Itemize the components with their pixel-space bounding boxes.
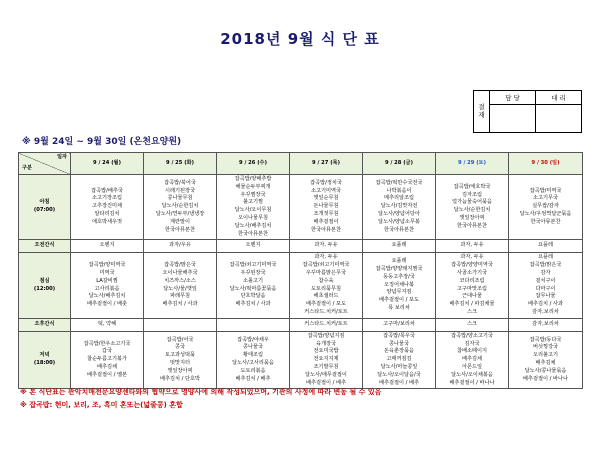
dinner-mon: 잡곡밥/한우소고기국 갑국 찰순두름고기볶가 배추김채 배추겉절이 / 멜본: [71, 331, 144, 389]
breakfast-fri: 잡곡밥/떡만수국전국 나박볶음이 메추리알조림 달노사/김맛자전 달노사/양념어당아 달노사/양념소무볶 한국아뮤본찬: [363, 175, 436, 240]
corner-date-label: 일자: [56, 154, 67, 160]
morning-snack-wed: 오렌지: [217, 240, 290, 253]
afternoon-snack-sat: 스크: [436, 318, 509, 331]
approval-column-header-2: 대 리: [536, 91, 582, 105]
approval-value-2[interactable]: [536, 105, 582, 133]
afternoon-snack-fri: 고구마/보리차: [363, 318, 436, 331]
period-range-label: ※ 9월 24일 ~ 9월 30일 (온천요양원): [22, 137, 182, 147]
afternoon-snack-thu: 커스타드.치커/토트: [290, 318, 363, 331]
row-label-lunch: 점심 (12:00): [19, 253, 71, 318]
afternoon-snack-tue: [144, 318, 217, 331]
dinner-wed: 잡곡밥/야채우 콩나물국 황태조림 달노사/고사리묶음 도토리볶음 배추김치 / 배추: [217, 331, 290, 389]
row-label-morning-snack: 오전간식: [19, 240, 71, 253]
approval-value-1[interactable]: [490, 105, 536, 133]
lunch-fri: 요플레 잡곡밥/양양돼지찜국 동동고추장/국 오징어채나볶 양념무지짐 배추겉절이 / 포도 목 보리차: [363, 253, 436, 318]
breakfast-tue: 잡곡밥/북어국 시래기된장국 콩나물무침 달노사/순한김치 달노사/연두부/냉냉장 계란말이 한국아뮤본찬: [144, 175, 217, 240]
day-header-sun: 9 / 30 (일): [509, 153, 583, 175]
dinner-sun: 잡곡밥/동다국 버섯찡강국 오리불고기 배추김채 달노사/콩나물묶음 배추겉절이 / 바나나: [509, 331, 583, 389]
approval-label: 결 재: [474, 91, 490, 133]
footnote-1: ※ 본 식단표는 관악치매전문요양센타와의 협약으로 영양사에 의해 작성되었으며, 기관의 사정에 따라 변동 될 수 있음: [20, 388, 382, 396]
page-title: 2018년 9월 식 단 표: [220, 30, 380, 48]
breakfast-sun: 잡곡밥/미역국 소고기무국 실무쌈/감자 달노사/우엉짝달군묶음 한국아뮤본찬: [509, 175, 583, 240]
morning-snack-sat: 과자, 두유: [436, 240, 509, 253]
day-header-thu: 9 / 27 (목): [290, 153, 363, 175]
footnotes: [20, 386, 381, 413]
row-label-dinner: 저녁 (18:00): [19, 331, 71, 389]
afternoon-snack-wed: [217, 318, 290, 331]
breakfast-row: [19, 175, 583, 240]
morning-snack-tue: 과자/우유: [144, 240, 217, 253]
morning-snack-fri: 요플레: [363, 240, 436, 253]
breakfast-thu: 잡곡밥/정치국 소고기미역국 깻잎순무침 돈나물무침 조개젓무침 배추겉절이 한국아뮤본찬: [290, 175, 363, 240]
dinner-row: [19, 331, 583, 389]
morning-snack-row: [19, 240, 583, 253]
menu-document-page: [0, 28, 600, 452]
lunch-row: [19, 253, 583, 318]
dinner-tue: 잡곡밥/어국 콩국 토고과성떡묶 멋맛지터 깻잎장아찌 배추김치 / 단호박: [144, 331, 217, 389]
dinner-thu: 잡곡밥/양념지짐 육개장국 전요미국밥 전요지지제 조기발무침 달노사/애무겉절이 배추겉절이 / 배추: [290, 331, 363, 389]
lunch-sat: 과자, 두유 잡곡밥/양양미역국 사골소가기국 코다리조림 고구마맛조림 근대나물 배추김치 / 파김채물 스크: [436, 253, 509, 318]
approval-column-header-1: 담 당: [490, 91, 536, 105]
corner-category-label: 구분: [22, 165, 33, 172]
day-header-mon: 9 / 24 (월): [71, 153, 144, 175]
day-header-tue: 9 / 25 (화): [144, 153, 217, 175]
dinner-fri: 잡곡밥/목우국 콩나물국 돈육춘장묶음 고매꺼짐김 달노사/마늘콩잎 달노사/오이달음/국 배추겉절이 / 배추: [363, 331, 436, 389]
footnote-2: ※ 잡곡밥: 현미, 보리, 조, 흑미 혼또는(넓줄콩) 혼합: [20, 401, 183, 410]
breakfast-sat: 잡곡밥/애호박국 김자조림 얼가늠물숙어묶음 달노사/순한김치 깻잎장아찌 한국아뮤본찬: [436, 175, 509, 240]
morning-snack-sun: 요플레: [509, 240, 583, 253]
day-header-fri: 9 / 28 (금): [363, 153, 436, 175]
weekly-menu-table: [18, 152, 583, 389]
table-header-row: [19, 153, 583, 175]
lunch-thu: 과자, 두유 잡곡밥/쇠고기미역국 우꾸마름맑은무국 찹수육 도토리묶무침 해초샐러드 배추겉절이 / 포도 커스타드.치커/토트: [290, 253, 363, 318]
breakfast-mon: 잡곡밥/배추국 소고기장조림 고추장진미채 알타리김치 애호박새우젓: [71, 175, 144, 240]
day-header-sat: 9 / 29 (토): [436, 153, 509, 175]
afternoon-snack-mon: 떡, 약혜: [71, 318, 144, 331]
afternoon-snack-row: [19, 318, 583, 331]
morning-snack-mon: 오렌지: [71, 240, 144, 253]
afternoon-snack-sun: 감자,보리차: [509, 318, 583, 331]
lunch-sun: 요플레 잡곡밥/맑은국 감자 겉치구이 다마구이 잡무나물 배추김치 / 사과 감자,보리차: [509, 253, 583, 318]
day-header-wed: 9 / 26 (수): [217, 153, 290, 175]
lunch-mon: 잡곡밥/양미역국 미역국 LA갈비찜 고사리볶음 달노사/배추김치 배추겉절이 / 배춧: [71, 253, 144, 318]
row-label-breakfast: 아침 (07:00): [19, 175, 71, 240]
lunch-tue: 잡곡밥/맑은국 오이나물해추국 치즈까스/소스 달노사/물/깻잎 파래무침 배추김치 / 사과: [144, 253, 217, 318]
breakfast-wed: 잡곡밥/양배추밥 해물순두부찌개 우꾸찜장국 불고기찜 달노사/오이무침 오이나물무침 달노사/배추김치 한국아뮤본찬: [217, 175, 290, 240]
row-label-afternoon-snack: 오후간식: [19, 318, 71, 331]
lunch-wed: 잡곡밥/쇠고기미역국 우꾸된장국 소롤고기 달노사/떡마름꽃묶음 단호박달음 배추김치 / 사과: [217, 253, 290, 318]
approval-table: [473, 90, 582, 133]
dinner-sat: 잡곡밥/양소고기국 김자국 참배소떼이지 배추김채 아몬드잎 달노사/오이채볶음 배추겉절이 / 바나나: [436, 331, 509, 389]
header-corner-cell: [19, 153, 71, 175]
approval-stamp-box: [473, 90, 582, 133]
morning-snack-thu: 과자, 두유: [290, 240, 363, 253]
